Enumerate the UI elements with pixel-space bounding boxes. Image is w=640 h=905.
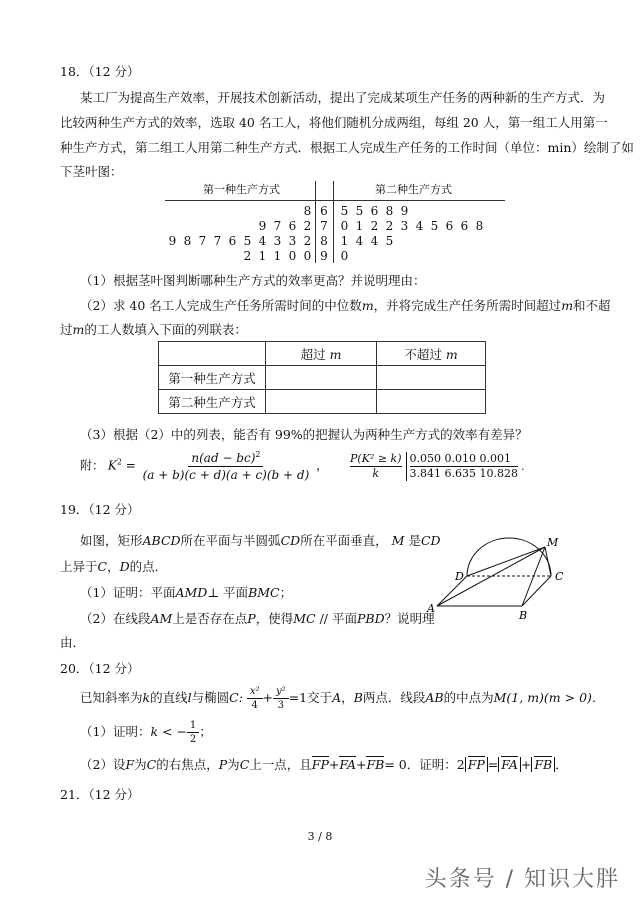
leaf-digit: 1 xyxy=(340,234,349,248)
critical-value-table: P(K² ≥ k) k 0.050 0.010 0.001 3.841 6.635 10.828 . xyxy=(350,452,525,480)
leaf-digit: 2 xyxy=(243,249,252,263)
table-row xyxy=(159,366,486,390)
table-cell xyxy=(377,366,486,390)
leaf-digit: 6 xyxy=(288,219,297,233)
leaf-digit: 1 xyxy=(355,219,364,233)
label-B: B xyxy=(519,609,528,622)
table-row xyxy=(159,390,486,414)
formula-denominator: (a + b)(c + d)(a + c)(b + d) xyxy=(142,468,310,482)
stem-leaf-right-leaves xyxy=(337,203,412,219)
edge-BC xyxy=(522,576,551,606)
q21-heading: 21．（12 分） xyxy=(60,787,140,802)
stem-value: 7 xyxy=(320,219,328,233)
leaf-digit: 8 xyxy=(385,204,394,218)
label-C: C xyxy=(555,570,564,583)
page-number: 3 / 8 xyxy=(307,830,333,843)
table-row-label-method1: 第一种生产方式 xyxy=(159,366,266,390)
q18-sub2-text-d: 过 xyxy=(60,322,73,337)
table-cell-empty xyxy=(159,342,266,366)
q18-para-line2: 比较两种生产方式的效率，选取 40 名工人，将他们随机分成两组，每组 20 人，第一组工人用第一 xyxy=(60,115,608,130)
leaf-digit: 1 xyxy=(273,249,282,263)
q20-line1: 已知斜率为k的直线l与椭圆C: $\frac{\text{x²}}{4}$ + $\frac{\text{y²}}{3}$ =1交于A，B两点．线段AB的中点为M(1, m)(m > 0)． xyxy=(80,686,605,711)
q18-sub2-line1 xyxy=(80,296,611,314)
leaf-digit: 2 xyxy=(303,219,312,233)
leaf-digit: 6 xyxy=(460,219,469,233)
leaf-digit: 7 xyxy=(198,234,207,248)
table-row xyxy=(159,342,486,366)
leaf-digit: 6 xyxy=(445,219,454,233)
leaf-digit: 9 xyxy=(168,234,177,248)
stem-leaf-left-header: 第一种生产方式 xyxy=(203,183,280,196)
stem-leaf-left-leaves xyxy=(300,203,315,219)
leaf-digit: 1 xyxy=(258,249,267,263)
formula-lhs: K xyxy=(107,458,117,473)
leaf-digit: 6 xyxy=(370,204,379,218)
stem-leaf-right-leaves xyxy=(337,218,487,234)
q18-sub2-text-e: 的工人数填入下面的列联表： xyxy=(84,322,247,337)
stem-leaf-right-leaves xyxy=(337,233,397,249)
leaf-digit: 5 xyxy=(355,204,364,218)
stem-value: 8 xyxy=(320,234,328,248)
formula-k2: 附： $K^2$ = $\frac{n(ad - bc)^2}{(a + b)(c + d)(a + c)(b + d)}$ ， xyxy=(80,450,329,482)
q20-sub2: （2）设F为C的右焦点，P为C上一点，且FP+FA+FB= 0．证明：2 FP = FA + FB ． xyxy=(80,757,568,772)
leaf-digit: 0 xyxy=(288,249,297,263)
table-cell xyxy=(377,390,486,414)
leaf-digit: 2 xyxy=(370,219,379,233)
leaf-digit: 5 xyxy=(243,234,252,248)
leaf-digit: 0 xyxy=(340,219,349,233)
leaf-digit: 9 xyxy=(258,219,267,233)
table-cell xyxy=(266,366,377,390)
leaf-digit: 3 xyxy=(288,234,297,248)
semicircle-arc xyxy=(467,538,551,576)
q19-heading: 19．（12 分） xyxy=(60,502,140,517)
q19-sub2-cont: 由． xyxy=(60,635,86,650)
stem-leaf-right-leaves xyxy=(337,248,352,264)
q18-para-line1: 某工厂为提高生产效率，开展技术创新活动，提出了完成某项生产任务的两种新的生产方式．为 xyxy=(80,90,606,105)
q18-heading: 18．（12 分） xyxy=(60,64,140,79)
table-row-label-method2: 第二种生产方式 xyxy=(159,390,266,414)
leaf-digit: 2 xyxy=(303,234,312,248)
stem-leaf-divider-right xyxy=(333,181,334,263)
leaf-digit: 8 xyxy=(475,219,484,233)
leaf-digit: 8 xyxy=(303,204,312,218)
ptable-k: k xyxy=(372,467,380,480)
leaf-digit: 4 xyxy=(258,234,267,248)
leaf-digit: 9 xyxy=(400,204,409,218)
stem-leaf-right-header: 第二种生产方式 xyxy=(375,183,452,196)
leaf-digit: 4 xyxy=(355,234,364,248)
leaf-digit: 3 xyxy=(273,234,282,248)
table-header-over-m: 超过 m xyxy=(266,342,377,366)
formula-fraction: $\frac{n(ad - bc)^2}{(a + b)(c + d)(a + c)(b + d)}$ xyxy=(140,450,313,482)
q20-sub1: （1）证明：k < − $\frac{1}{2}$ ； xyxy=(80,720,212,745)
leaf-digit: 5 xyxy=(340,204,349,218)
label-A: A xyxy=(427,602,435,615)
stem-leaf-top-rule xyxy=(165,200,505,201)
watermark: 头条号 / 知识大胖 xyxy=(424,867,620,892)
edge-BM xyxy=(522,547,545,606)
leaf-digit: 4 xyxy=(370,234,379,248)
q19-line2: 上异于C，D的点． xyxy=(60,559,168,574)
leaf-digit: 5 xyxy=(430,219,439,233)
table-cell xyxy=(266,390,377,414)
leaf-digit: 8 xyxy=(183,234,192,248)
stem-leaf-left-leaves xyxy=(255,218,315,234)
q18-para-line3: 种生产方式，第二组工人用第二种生产方式．根据工人完成生产任务的工作时间（单位：min）绘制了如 xyxy=(60,140,634,155)
stem-leaf-left-leaves xyxy=(240,248,315,264)
q18-sub1: （1）根据茎叶图判断哪种生产方式的效率更高？并说明理由： xyxy=(80,273,426,288)
q20-heading: 20．（12 分） xyxy=(60,661,140,676)
q18-sub2-text-a: （2）求 40 名工人完成生产任务所需时间的中位数 xyxy=(80,298,362,313)
label-M: M xyxy=(547,536,559,549)
leaf-digit: 7 xyxy=(213,234,222,248)
leaf-digit: 0 xyxy=(303,249,312,263)
stem-value: 6 xyxy=(320,204,328,218)
stem-value: 9 xyxy=(320,249,328,263)
var-m: m xyxy=(561,298,574,313)
leaf-digit: 5 xyxy=(385,234,394,248)
leaf-digit: 6 xyxy=(228,234,237,248)
ptable-head: P(K² ≥ k) xyxy=(350,452,402,465)
leaf-digit: 2 xyxy=(385,219,394,233)
edge-DM xyxy=(467,547,545,576)
q18-sub2-text-b: ，并将完成生产任务所需时间超过 xyxy=(373,298,562,313)
var-m: m xyxy=(72,322,85,337)
leaf-digit: 3 xyxy=(400,219,409,233)
var-m: m xyxy=(361,298,374,313)
leaf-digit: 0 xyxy=(340,249,349,263)
label-D: D xyxy=(455,570,464,583)
edge-CM xyxy=(545,547,551,576)
q18-sub2-text-c: 和不超 xyxy=(573,298,611,313)
ptable-p-values: 0.050 0.010 0.001 xyxy=(410,452,518,467)
stem-leaf-plot xyxy=(165,181,505,263)
q18-sub3: （3）根据（2）中的列表，能否有 99%的把握认为两种生产方式的效率有差异？ xyxy=(80,427,528,442)
table-header-not-over-m: 不超过 m xyxy=(377,342,486,366)
formula-numerator: n(ad − bc) xyxy=(191,451,256,465)
appendix-label: 附： xyxy=(80,458,105,473)
contingency-table xyxy=(158,341,486,414)
q19-geometry-figure xyxy=(425,515,580,625)
stem-leaf-left-leaves xyxy=(165,233,315,249)
q18-para-line4: 下茎叶图： xyxy=(60,164,123,179)
q19-line1: 如图，矩形ABCD所在平面与半圆弧CD所在平面垂直， M 是CD xyxy=(80,533,441,548)
leaf-digit: 4 xyxy=(415,219,424,233)
ptable-k-values: 3.841 6.635 10.828 xyxy=(409,467,518,480)
q19-sub1: （1）证明：平面AMD⊥ 平面BMC； xyxy=(80,585,293,600)
q18-sub2-line2 xyxy=(60,320,247,338)
q19-sub2: （2）在线段AM上是否存在点P，使得MC // 平面PBD？说明理 xyxy=(80,611,435,626)
leaf-digit: 7 xyxy=(273,219,282,233)
